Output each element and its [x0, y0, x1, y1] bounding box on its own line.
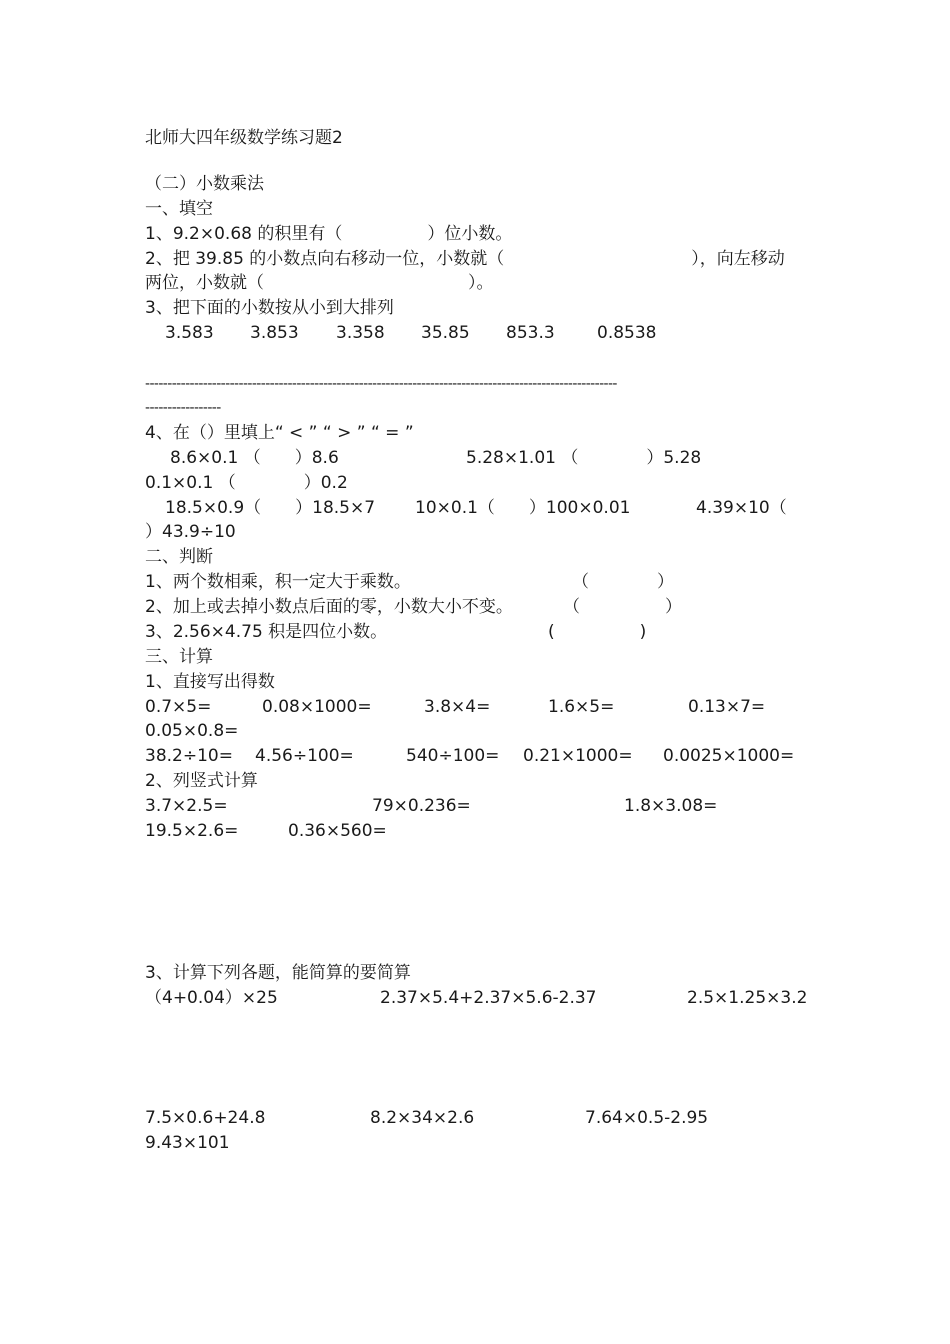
calc-item: 38.2÷10= — [145, 746, 233, 766]
compare-item: 8.6×0.1 （ ）8.6 — [170, 448, 339, 468]
calc-item: 0.13×7= — [688, 697, 766, 717]
part2-heading: 二、判断 — [145, 547, 213, 567]
order-number: 853.3 — [506, 323, 555, 343]
vertical-calc-item: 19.5×2.6= — [145, 821, 239, 841]
vertical-calc-item: 1.8×3.08= — [624, 796, 718, 816]
vertical-calc-item: 3.7×2.5= — [145, 796, 228, 816]
simplify-item: 7.64×0.5-2.95 — [585, 1108, 709, 1128]
part1-heading: 一、填空 — [145, 199, 213, 219]
fill-question-1: 1、9.2×0.68 的积里有（ ）位小数。 — [145, 224, 513, 244]
judge-bracket: （ ） — [572, 572, 674, 592]
simplify-item: 2.5×1.25×3.2 — [687, 988, 808, 1008]
answer-dash-line: ---------------------------------------------------------------------------------------------------------- — [145, 376, 617, 392]
calc-item: 1.6×5= — [548, 697, 615, 717]
part3-heading: 三、计算 — [145, 647, 213, 667]
calc-item: 0.0025×1000= — [663, 746, 795, 766]
order-number: 3.358 — [336, 323, 385, 343]
order-number: 0.8538 — [597, 323, 657, 343]
calc-item: 4.56÷100= — [255, 746, 354, 766]
compare-item: 10×0.1（ ）100×0.01 — [415, 498, 631, 518]
fill-question-2-line1: 2、把 39.85 的小数点向右移动一位，小数就（ ），向左移动 — [145, 249, 785, 269]
compare-item: 4.39×10（ — [696, 498, 787, 518]
order-number: 3.853 — [250, 323, 299, 343]
simplify-item: 7.5×0.6+24.8 — [145, 1108, 266, 1128]
simplify-item: 9.43×101 — [145, 1133, 230, 1153]
fill-question-2-line2: 两位，小数就（ ）。 — [145, 273, 494, 293]
simplify-item: 2.37×5.4+2.37×5.6-2.37 — [380, 988, 597, 1008]
simplify-item: 8.2×34×2.6 — [370, 1108, 475, 1128]
section-heading: （二）小数乘法 — [145, 174, 264, 194]
order-number: 3.583 — [165, 323, 214, 343]
compare-item: 5.28×1.01 （ ）5.28 — [466, 448, 702, 468]
vertical-calc-item: 0.36×560= — [288, 821, 387, 841]
compare-item: 18.5×0.9（ ）18.5×7 — [165, 498, 376, 518]
compare-item: 0.1×0.1 （ ）0.2 — [145, 473, 348, 493]
calc-item: 0.08×1000= — [262, 697, 372, 717]
answer-dash-line: ----------------- — [145, 400, 221, 416]
judge-item: 1、两个数相乘，积一定大于乘数。 — [145, 572, 411, 592]
page-title: 北师大四年级数学练习题2 — [145, 128, 343, 148]
calc-item: 0.7×5= — [145, 697, 212, 717]
calc-item: 0.21×1000= — [523, 746, 633, 766]
calc-subheading: 3、计算下列各题，能简算的要简算 — [145, 963, 411, 983]
fill-question-3: 3、把下面的小数按从小到大排列 — [145, 298, 394, 318]
compare-item: ）43.9÷10 — [145, 522, 236, 542]
calc-item: 3.8×4= — [424, 697, 491, 717]
judge-bracket: （ ） — [563, 597, 682, 617]
fill-question-4: 4、在（）里填上“ < ” “ > ” “ = ” — [145, 423, 414, 443]
judge-item: 2、加上或去掉小数点后面的零，小数大小不变。 — [145, 597, 513, 617]
judge-bracket: ( ) — [548, 622, 647, 642]
vertical-calc-item: 79×0.236= — [372, 796, 471, 816]
calc-item: 540÷100= — [406, 746, 500, 766]
calc-item: 0.05×0.8= — [145, 721, 239, 741]
order-number: 35.85 — [421, 323, 470, 343]
calc-subheading: 2、列竖式计算 — [145, 771, 258, 791]
simplify-item: （4+0.04）×25 — [145, 988, 278, 1008]
judge-item: 3、2.56×4.75 积是四位小数。 — [145, 622, 388, 642]
calc-subheading: 1、直接写出得数 — [145, 672, 275, 692]
